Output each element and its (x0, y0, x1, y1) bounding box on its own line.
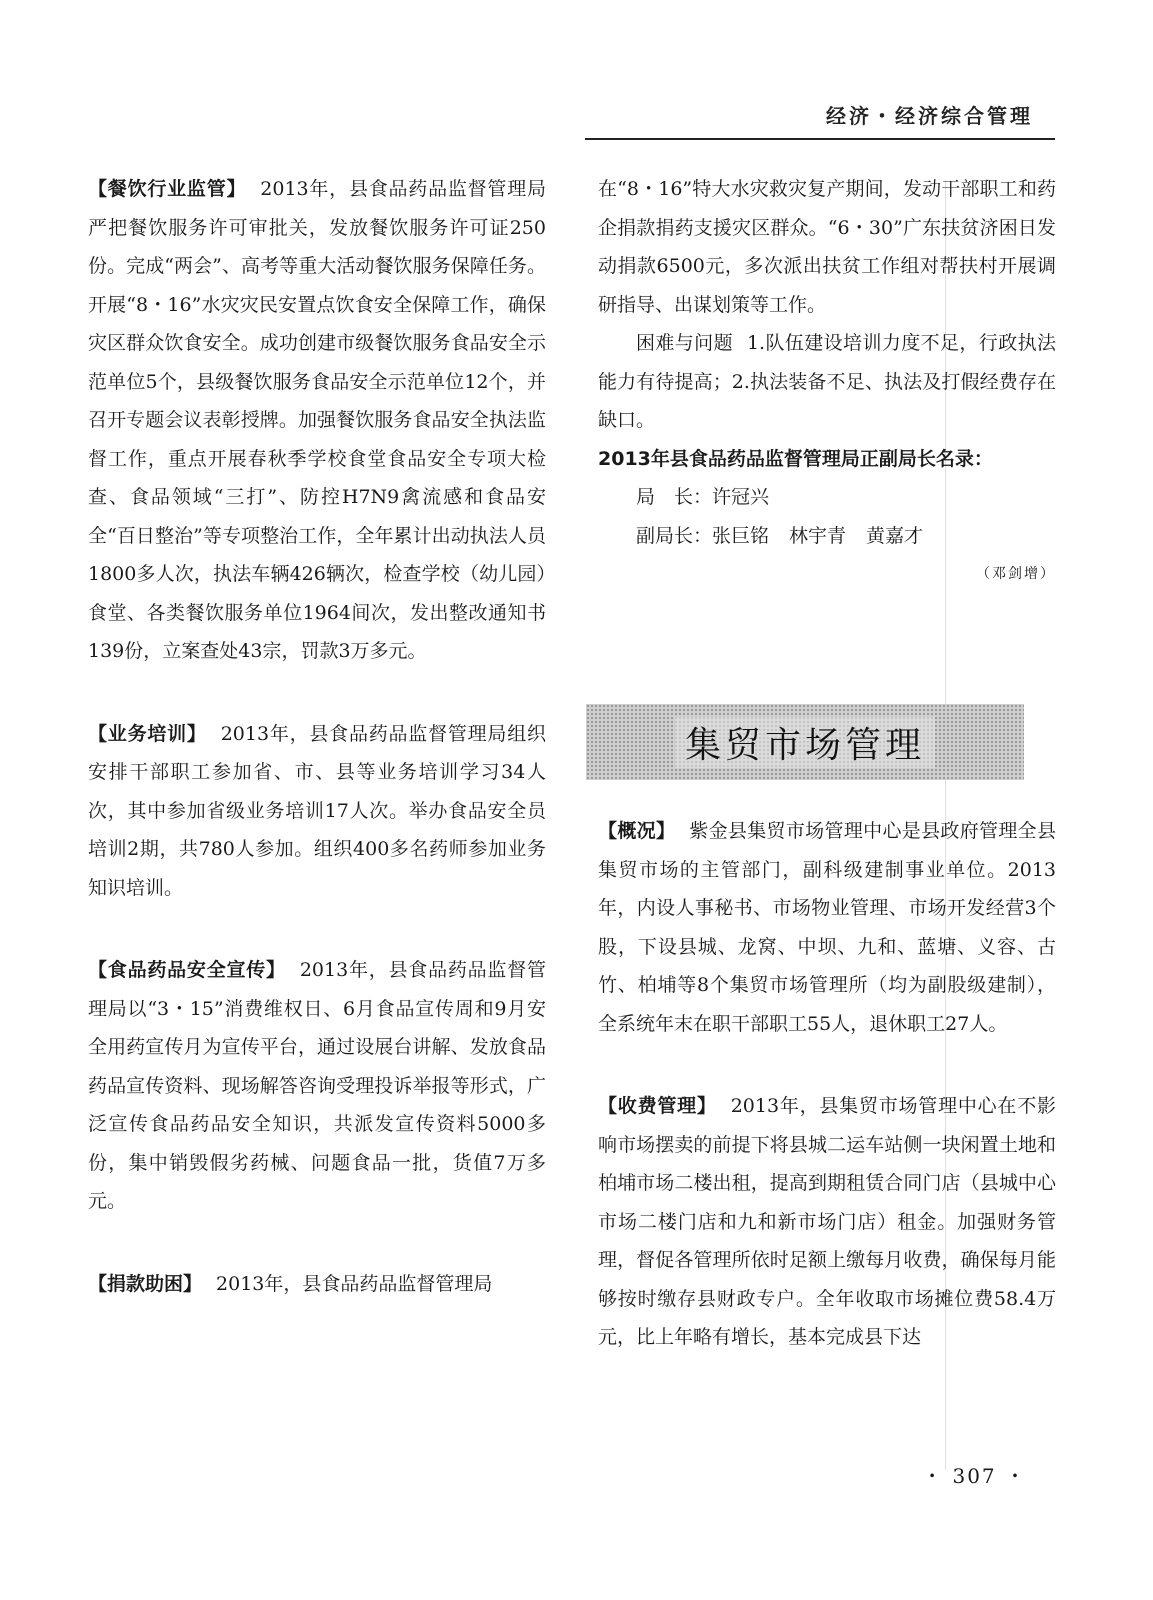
paragraph-overview (598, 812, 1056, 1043)
paragraph-text: 紫金县集贸市场管理中心是县政府管理全县集贸市场的主管部门，副科级建制事业单位。2013年，内设人事秘书、市场物业管理、市场开发经营3个股，下设县城、龙窝、中坝、九和、蓝塘、义容、古竹、柏埔等8个集贸市场管理所（均为副股级建制），全系统年末在职干部职工55人，退休职工27人。 (598, 820, 1056, 1035)
roster-deputies (598, 517, 1056, 556)
left-column (88, 170, 546, 1347)
paragraph-heading: 【业务培训】 (88, 722, 207, 745)
roster-title: 2013年县食品药品监督管理局正副局长名录： (598, 447, 993, 470)
roster-name: 林宇青 (789, 524, 847, 547)
paragraph-text: 2013年，县食品药品监督管理局组织安排干部职工参加省、市、县等业务培训学习34人次，其中参加省级业务培训17人次。举办食品安全员培训2期，共780人参加。组织400多名药师参加业务知识培训。 (88, 722, 546, 899)
paragraph-text: 2013年，县食品药品监督管理局严把餐饮服务许可审批关，发放餐饮服务许可证250份。完成“两会”、高考等重大活动餐饮服务保障任务。开展“8・16”水灾灾民安置点饮食安全保障工作，确保灾区群众饮食安全。成功创建市级餐饮服务食品安全示范单位5个，县级餐饮服务食品安全示范单位12个，并召开专题会议表彰授牌。加强餐饮服务食品安全执法监督工作，重点开展春秋季学校食堂食品安全专项大检查、食品领域“三打”、防控H7N9禽流感和食品安全“百日整治”等专项整治工作，全年累计出动执法人员1800多人次，执法车辆426辆次，检查学校（幼儿园）食堂、各类餐饮服务单位1964间次，发出整改通知书139份，立案查处43宗，罚款3万多元。 (88, 178, 546, 662)
roster-name: 黄嘉才 (866, 524, 924, 547)
paragraph-catering-supervision (88, 170, 546, 671)
paragraph-text: 2013年，县食品药品监督管理局以“3・15”消费维权日、6月食品宣传周和9月安全用药宣传月为宣传平台，通过设展台讲解、发放食品药品宣传资料、现场解答咨询受理投诉举报等形式，广泛宣传食品药品安全知识，共派发宣传资料5000多份，集中销毁假劣药械、问题食品一批，货值7万多元。 (88, 959, 546, 1212)
paragraph-difficulties (598, 324, 1056, 440)
roster-label: 局 长： (636, 486, 713, 508)
paragraph-heading: 【收费管理】 (598, 1095, 717, 1117)
running-head: 经济・经济综合管理 (826, 104, 1033, 128)
paragraph-training (88, 715, 546, 908)
paragraph-fees (598, 1087, 1056, 1357)
paragraph-text: 1.队伍建设培训力度不足，行政执法能力有待提高；2.执法装备不足、执法及打假经费存在缺口。 (598, 332, 1056, 431)
page-number: ・ 307 ・ (922, 1464, 1027, 1488)
paragraph-donation (88, 1265, 546, 1304)
paragraph-donation-continued: 在“8・16”特大水灾救灾复产期间，发动干部职工和药企捐款捐药支援灾区群众。“6・30”广东扶贫济困日发动捐款6500元，多次派出扶贫工作组对帮扶村开展调研指导、出谋划策等工作。 (598, 178, 1056, 316)
byline: （邓剑增） (976, 566, 1056, 582)
section-title: 集贸市场管理 (675, 717, 935, 768)
right-column-top (598, 170, 1056, 594)
roster-name: 张巨铭 (712, 524, 770, 547)
section-title-banner (586, 704, 1024, 780)
paragraph-heading: 【食品药品安全宣传】 (88, 959, 286, 981)
header-rule (585, 138, 1055, 140)
roster-director (598, 478, 1056, 517)
roster-name: 许冠兴 (712, 486, 770, 508)
paragraph-text: 2013年，县集贸市场管理中心在不影响市场摆卖的前提下将县城二运车站侧一块闲置土地和柏埔市场二楼出租，提高到期租赁合同门店（县城中心市场二楼门店和九和新市场门店）租金。加强财务管理，督促各管理所依时足额上缴每月收费，确保每月能够按时缴存县财政专户。全年收取市场摊位费58.4万元，比上年略有增长，基本完成县下达 (598, 1095, 1056, 1348)
paragraph-heading: 【餐饮行业监管】 (88, 178, 247, 200)
roster-label: 副局长： (636, 524, 713, 547)
paragraph-heading: 【概况】 (598, 820, 676, 842)
paragraph-publicity (88, 951, 546, 1221)
paragraph-text: 2013年，县食品药品监督管理局 (216, 1272, 493, 1295)
right-column-bottom (598, 812, 1056, 1401)
paragraph-heading: 【捐款助困】 (88, 1272, 203, 1295)
paragraph-heading: 困难与问题 (636, 332, 733, 354)
